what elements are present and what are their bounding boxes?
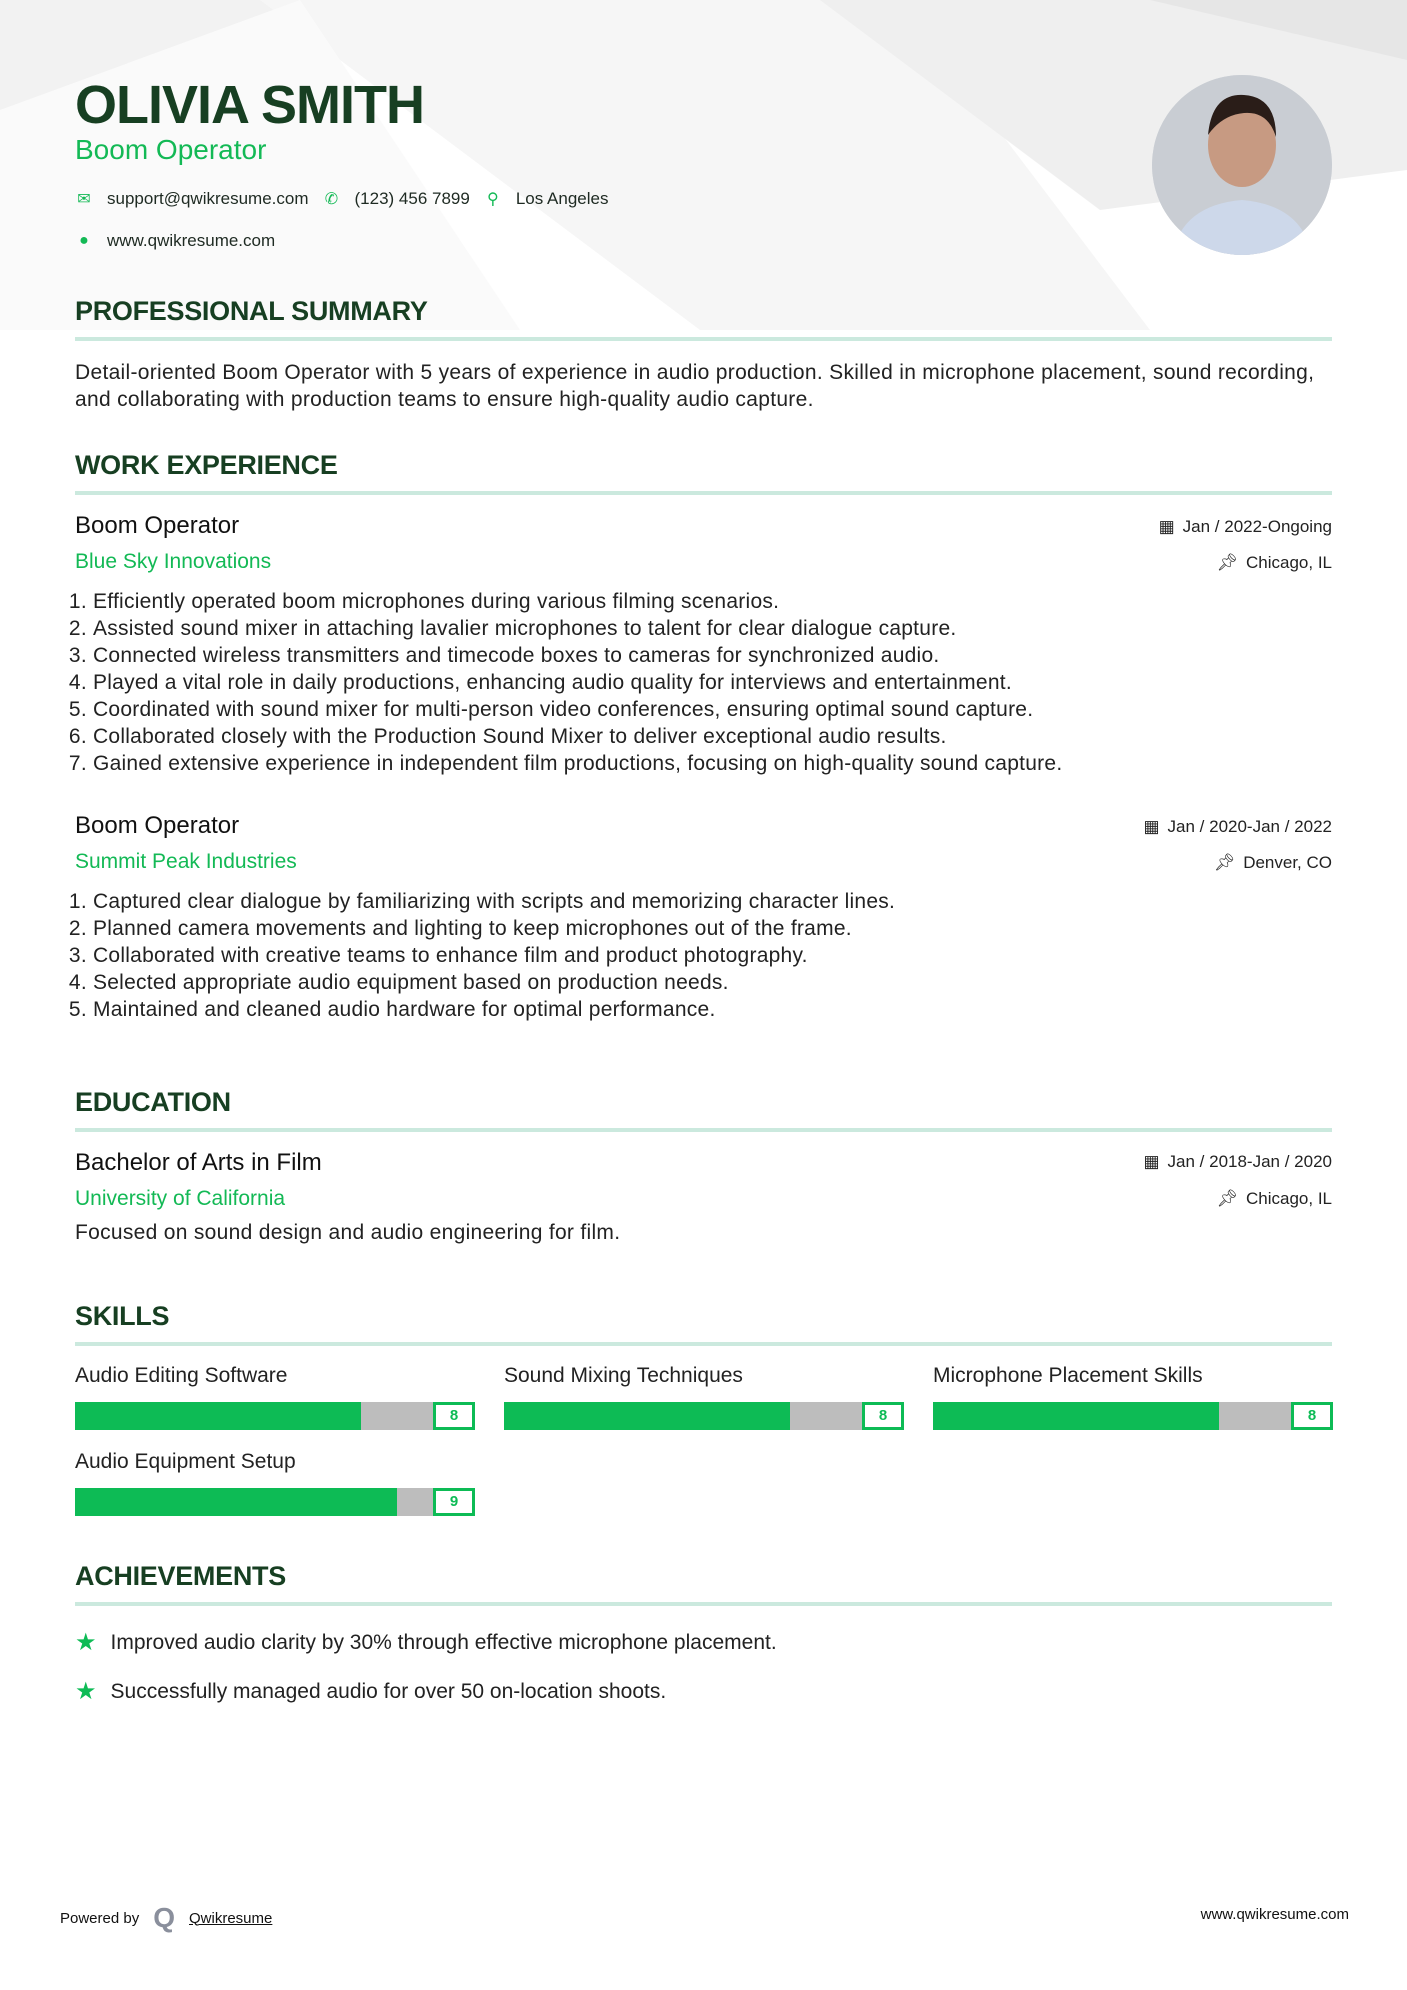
phone-icon: ✆ bbox=[324, 191, 339, 208]
summary-heading: PROFESSIONAL SUMMARY bbox=[75, 296, 428, 326]
skill-level-badge: 8 bbox=[862, 1402, 904, 1430]
pin-icon: 📌︎ bbox=[1216, 1189, 1238, 1208]
bullet-item: 1. Captured clear dialogue by familiarizing with scripts and memorizing character lines. bbox=[93, 888, 1332, 915]
email-icon: ✉ bbox=[77, 191, 91, 208]
pin-icon: 📌︎ bbox=[1216, 553, 1238, 572]
school-name: University of California bbox=[75, 1187, 286, 1210]
education-entry bbox=[75, 1149, 1332, 1246]
bullet-item: 2. Assisted sound mixer in attaching lavalier microphones to talent for clear dialogue capture. bbox=[93, 615, 1332, 642]
skill-bar-fill bbox=[504, 1402, 790, 1430]
email-link[interactable]: support@qwikresume.com bbox=[107, 189, 309, 208]
skill-item bbox=[75, 1364, 475, 1430]
location-pin-icon: ⚲ bbox=[486, 191, 499, 208]
bullet-item: 4. Selected appropriate audio equipment based on production needs. bbox=[93, 969, 1332, 996]
skill-name: Sound Mixing Techniques bbox=[504, 1364, 743, 1387]
website-row bbox=[75, 231, 275, 251]
qwikresume-logo-icon: Q bbox=[153, 1902, 175, 1933]
company-name: Blue Sky Innovations bbox=[75, 550, 272, 573]
bullet-item: 7. Gained extensive experience in independent film productions, focusing on high-quality sound capture. bbox=[93, 750, 1332, 777]
footer-powered bbox=[60, 1902, 272, 1934]
calendar-icon: ▦ bbox=[1143, 817, 1160, 836]
bullet-item: 1. Efficiently operated boom microphones during various filming scenarios. bbox=[93, 588, 1332, 615]
divider bbox=[75, 1342, 1332, 1346]
bullet-item: 2. Planned camera movements and lighting to keep microphones out of the frame. bbox=[93, 915, 1332, 942]
job-bullets bbox=[75, 888, 1332, 1023]
divider bbox=[75, 1602, 1332, 1606]
skills-heading: SKILLS bbox=[75, 1301, 170, 1331]
skill-bar bbox=[75, 1402, 475, 1430]
divider bbox=[75, 491, 1332, 495]
education-description: Focused on sound design and audio engineering for film. bbox=[75, 1221, 621, 1244]
divider bbox=[75, 1128, 1332, 1132]
bullet-item: 4. Played a vital role in daily productions, enhancing audio quality for interviews and entertainment. bbox=[93, 669, 1332, 696]
skill-level-badge: 9 bbox=[433, 1488, 475, 1516]
bullet-item: 3. Connected wireless transmitters and timecode boxes to cameras for synchronized audio. bbox=[93, 642, 1332, 669]
company-name: Summit Peak Industries bbox=[75, 850, 297, 873]
divider bbox=[75, 337, 1332, 341]
location-text: Chicago, IL bbox=[1246, 553, 1332, 572]
skill-bar-fill bbox=[75, 1488, 397, 1516]
calendar-icon: ▦ bbox=[1158, 517, 1175, 536]
education-date bbox=[1143, 1152, 1332, 1172]
location-text: Chicago, IL bbox=[1246, 1189, 1332, 1208]
skill-item bbox=[504, 1364, 904, 1430]
location-text: Los Angeles bbox=[515, 189, 609, 208]
job-location bbox=[1216, 553, 1332, 573]
date-text: Jan / 2020-Jan / 2022 bbox=[1167, 817, 1332, 836]
skill-level-badge: 8 bbox=[433, 1402, 475, 1430]
skill-bar-fill bbox=[75, 1402, 361, 1430]
job-date bbox=[1143, 817, 1332, 837]
star-icon: ★ bbox=[75, 1678, 97, 1705]
work-heading: WORK EXPERIENCE bbox=[75, 450, 338, 480]
summary-section bbox=[75, 296, 1332, 413]
contact-row bbox=[75, 189, 608, 209]
star-icon: ★ bbox=[75, 1629, 97, 1656]
work-heading-block bbox=[75, 450, 1332, 495]
achievements-section bbox=[75, 1561, 1332, 1726]
education-heading: EDUCATION bbox=[75, 1087, 231, 1117]
skill-bar bbox=[75, 1488, 475, 1516]
globe-icon: ● bbox=[79, 232, 89, 249]
achievement-text: Improved audio clarity by 30% through effective microphone placement. bbox=[110, 1630, 777, 1654]
powered-by-text: Powered by bbox=[60, 1909, 140, 1927]
skills-heading-block bbox=[75, 1301, 1332, 1346]
education-location bbox=[1216, 1189, 1332, 1209]
website-link[interactable]: www.qwikresume.com bbox=[107, 231, 276, 250]
achievements-heading: ACHIEVEMENTS bbox=[75, 1561, 286, 1591]
achievement-item bbox=[75, 1628, 1332, 1657]
job-location bbox=[1214, 853, 1332, 873]
skill-bar bbox=[504, 1402, 904, 1430]
achievement-item bbox=[75, 1677, 1332, 1706]
skill-name: Audio Equipment Setup bbox=[75, 1450, 296, 1473]
skill-item bbox=[75, 1450, 475, 1516]
footer-url[interactable]: www.qwikresume.com bbox=[1200, 1906, 1349, 1923]
skill-name: Audio Editing Software bbox=[75, 1364, 288, 1387]
candidate-name: OLIVIA SMITH bbox=[75, 75, 424, 135]
bullet-item: 6. Collaborated closely with the Production Sound Mixer to deliver exceptional audio results. bbox=[93, 723, 1332, 750]
bullet-item: 5. Coordinated with sound mixer for multi-person video conferences, ensuring optimal sound capture. bbox=[93, 696, 1332, 723]
degree: Bachelor of Arts in Film bbox=[75, 1149, 322, 1176]
skill-bar-fill bbox=[933, 1402, 1219, 1430]
date-text: Jan / 2018-Jan / 2020 bbox=[1167, 1152, 1332, 1171]
bullet-item: 5. Maintained and cleaned audio hardware for optimal performance. bbox=[93, 996, 1332, 1023]
skill-name: Microphone Placement Skills bbox=[933, 1364, 1203, 1387]
brand-link[interactable]: Qwikresume bbox=[189, 1909, 273, 1927]
job-position: Boom Operator bbox=[75, 812, 240, 839]
achievement-text: Successfully managed audio for over 50 on-location shoots. bbox=[110, 1679, 667, 1703]
job-entry bbox=[75, 812, 1332, 1023]
job-position: Boom Operator bbox=[75, 512, 240, 539]
job-date bbox=[1159, 517, 1332, 537]
profile-photo bbox=[1152, 75, 1332, 255]
skill-item bbox=[933, 1364, 1333, 1430]
job-bullets bbox=[75, 588, 1332, 777]
job-title: Boom Operator bbox=[75, 134, 267, 165]
summary-text: Detail-oriented Boom Operator with 5 years of experience in audio production. Skilled in microphone placement, sound recording, and collaborating with production teams to ensure high-quality audio capture. bbox=[75, 361, 1315, 411]
bullet-item: 3. Collaborated with creative teams to enhance film and product photography. bbox=[93, 942, 1332, 969]
job-entry bbox=[75, 512, 1332, 777]
pin-icon: 📌︎ bbox=[1213, 853, 1236, 872]
phone-text: (123) 456 7899 bbox=[354, 189, 470, 208]
education-heading-block bbox=[75, 1087, 1332, 1132]
date-text: Jan / 2022-Ongoing bbox=[1182, 517, 1332, 536]
location-text: Denver, CO bbox=[1243, 853, 1332, 872]
calendar-icon: ▦ bbox=[1143, 1152, 1160, 1171]
skill-level-badge: 8 bbox=[1291, 1402, 1333, 1430]
skill-bar bbox=[933, 1402, 1333, 1430]
